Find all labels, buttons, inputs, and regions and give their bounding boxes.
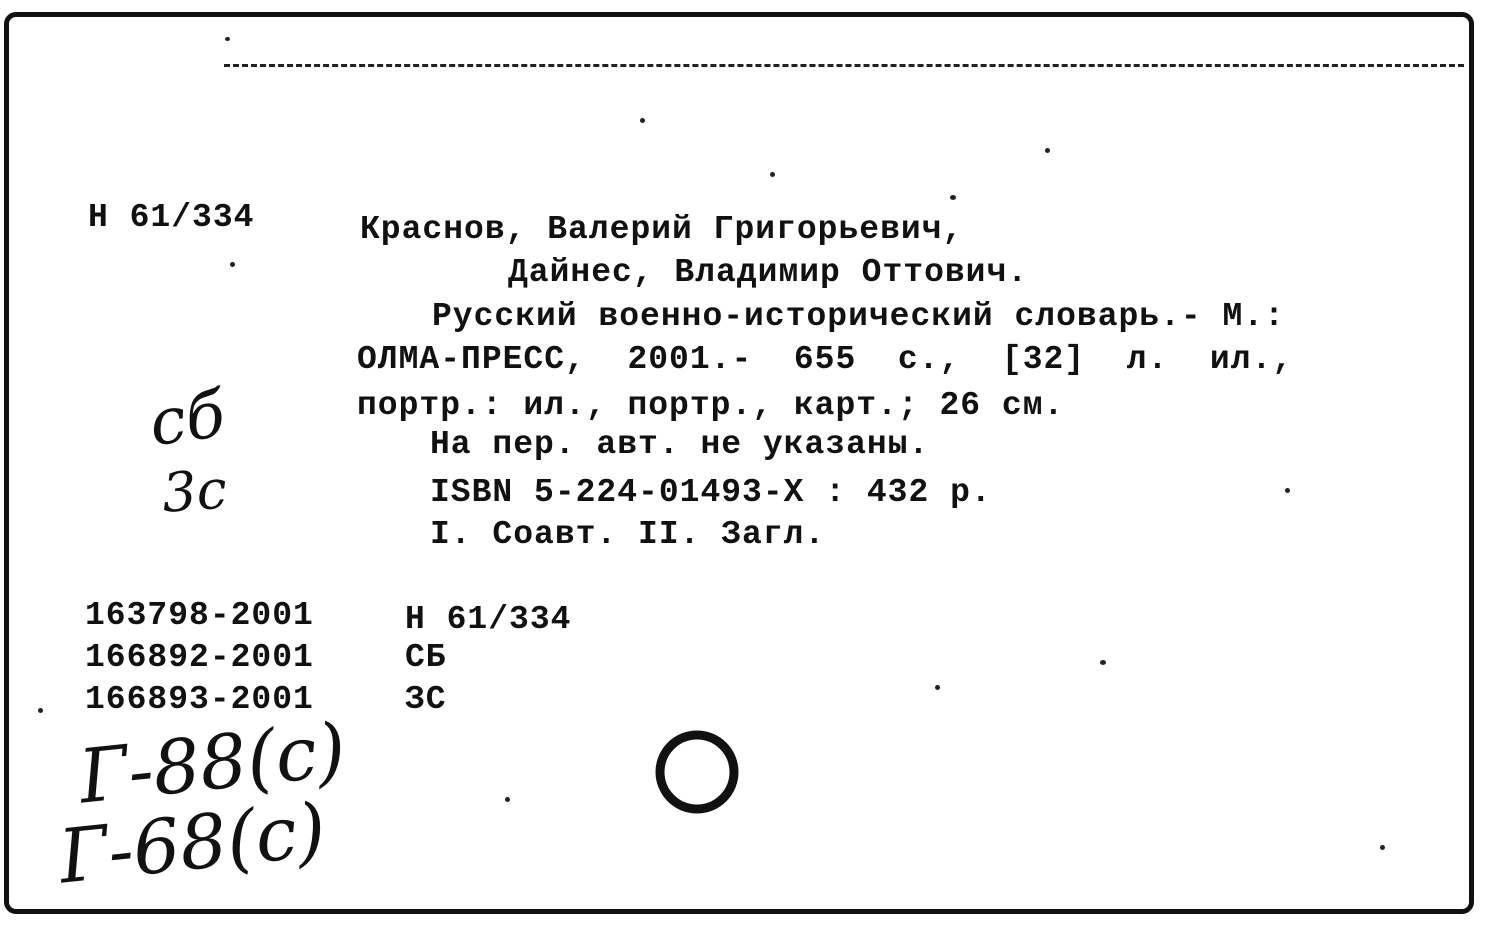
tracing-line: I. Соавт. II. Загл.	[430, 516, 826, 553]
speck	[38, 708, 43, 713]
coauthor-line: Дайнес, Владимир Оттович.	[508, 254, 1029, 291]
isbn-line: ISBN 5-224-01493-X : 432 р.	[430, 474, 992, 511]
inventory-location: Н 61/334	[405, 601, 572, 638]
speck	[230, 262, 235, 267]
inventory-number: 166893-2001	[85, 681, 314, 718]
title-line-3: портр.: ил., портр., карт.; 26 см.	[357, 387, 1065, 424]
inventory-number: 166892-2001	[85, 639, 314, 676]
title-line-1: Русский военно-исторический словарь.- М.:	[432, 298, 1285, 335]
punch-hole-circle	[655, 725, 765, 835]
speck	[935, 685, 940, 690]
speck	[640, 118, 645, 123]
handwritten-mark-sb: сб	[145, 377, 230, 462]
speck	[770, 172, 775, 177]
inventory-location: ЗС	[405, 681, 447, 718]
inventory-location: СБ	[405, 639, 447, 676]
speck	[950, 195, 956, 200]
speck	[1100, 660, 1106, 665]
title-line-2: ОЛМА-ПРЕСС, 2001.- 655 с., [32] л. ил.,	[357, 341, 1294, 378]
handwritten-mark-g88: Г-88(с)	[75, 707, 350, 821]
speck	[1285, 488, 1290, 493]
note-line: На пер. авт. не указаны.	[430, 426, 930, 463]
speck	[1045, 148, 1050, 153]
author-line: Краснов, Валерий Григорьевич,	[360, 211, 964, 248]
shelf-mark: Н 61/334	[88, 199, 255, 236]
speck	[505, 797, 510, 802]
handwritten-mark-g68: Г-68(с)	[55, 787, 330, 901]
speck	[225, 37, 230, 41]
top-dashed-rule	[224, 64, 1464, 67]
inventory-number: 163798-2001	[85, 597, 314, 634]
handwritten-mark-zs: 3с	[160, 457, 229, 525]
speck	[1380, 845, 1385, 850]
